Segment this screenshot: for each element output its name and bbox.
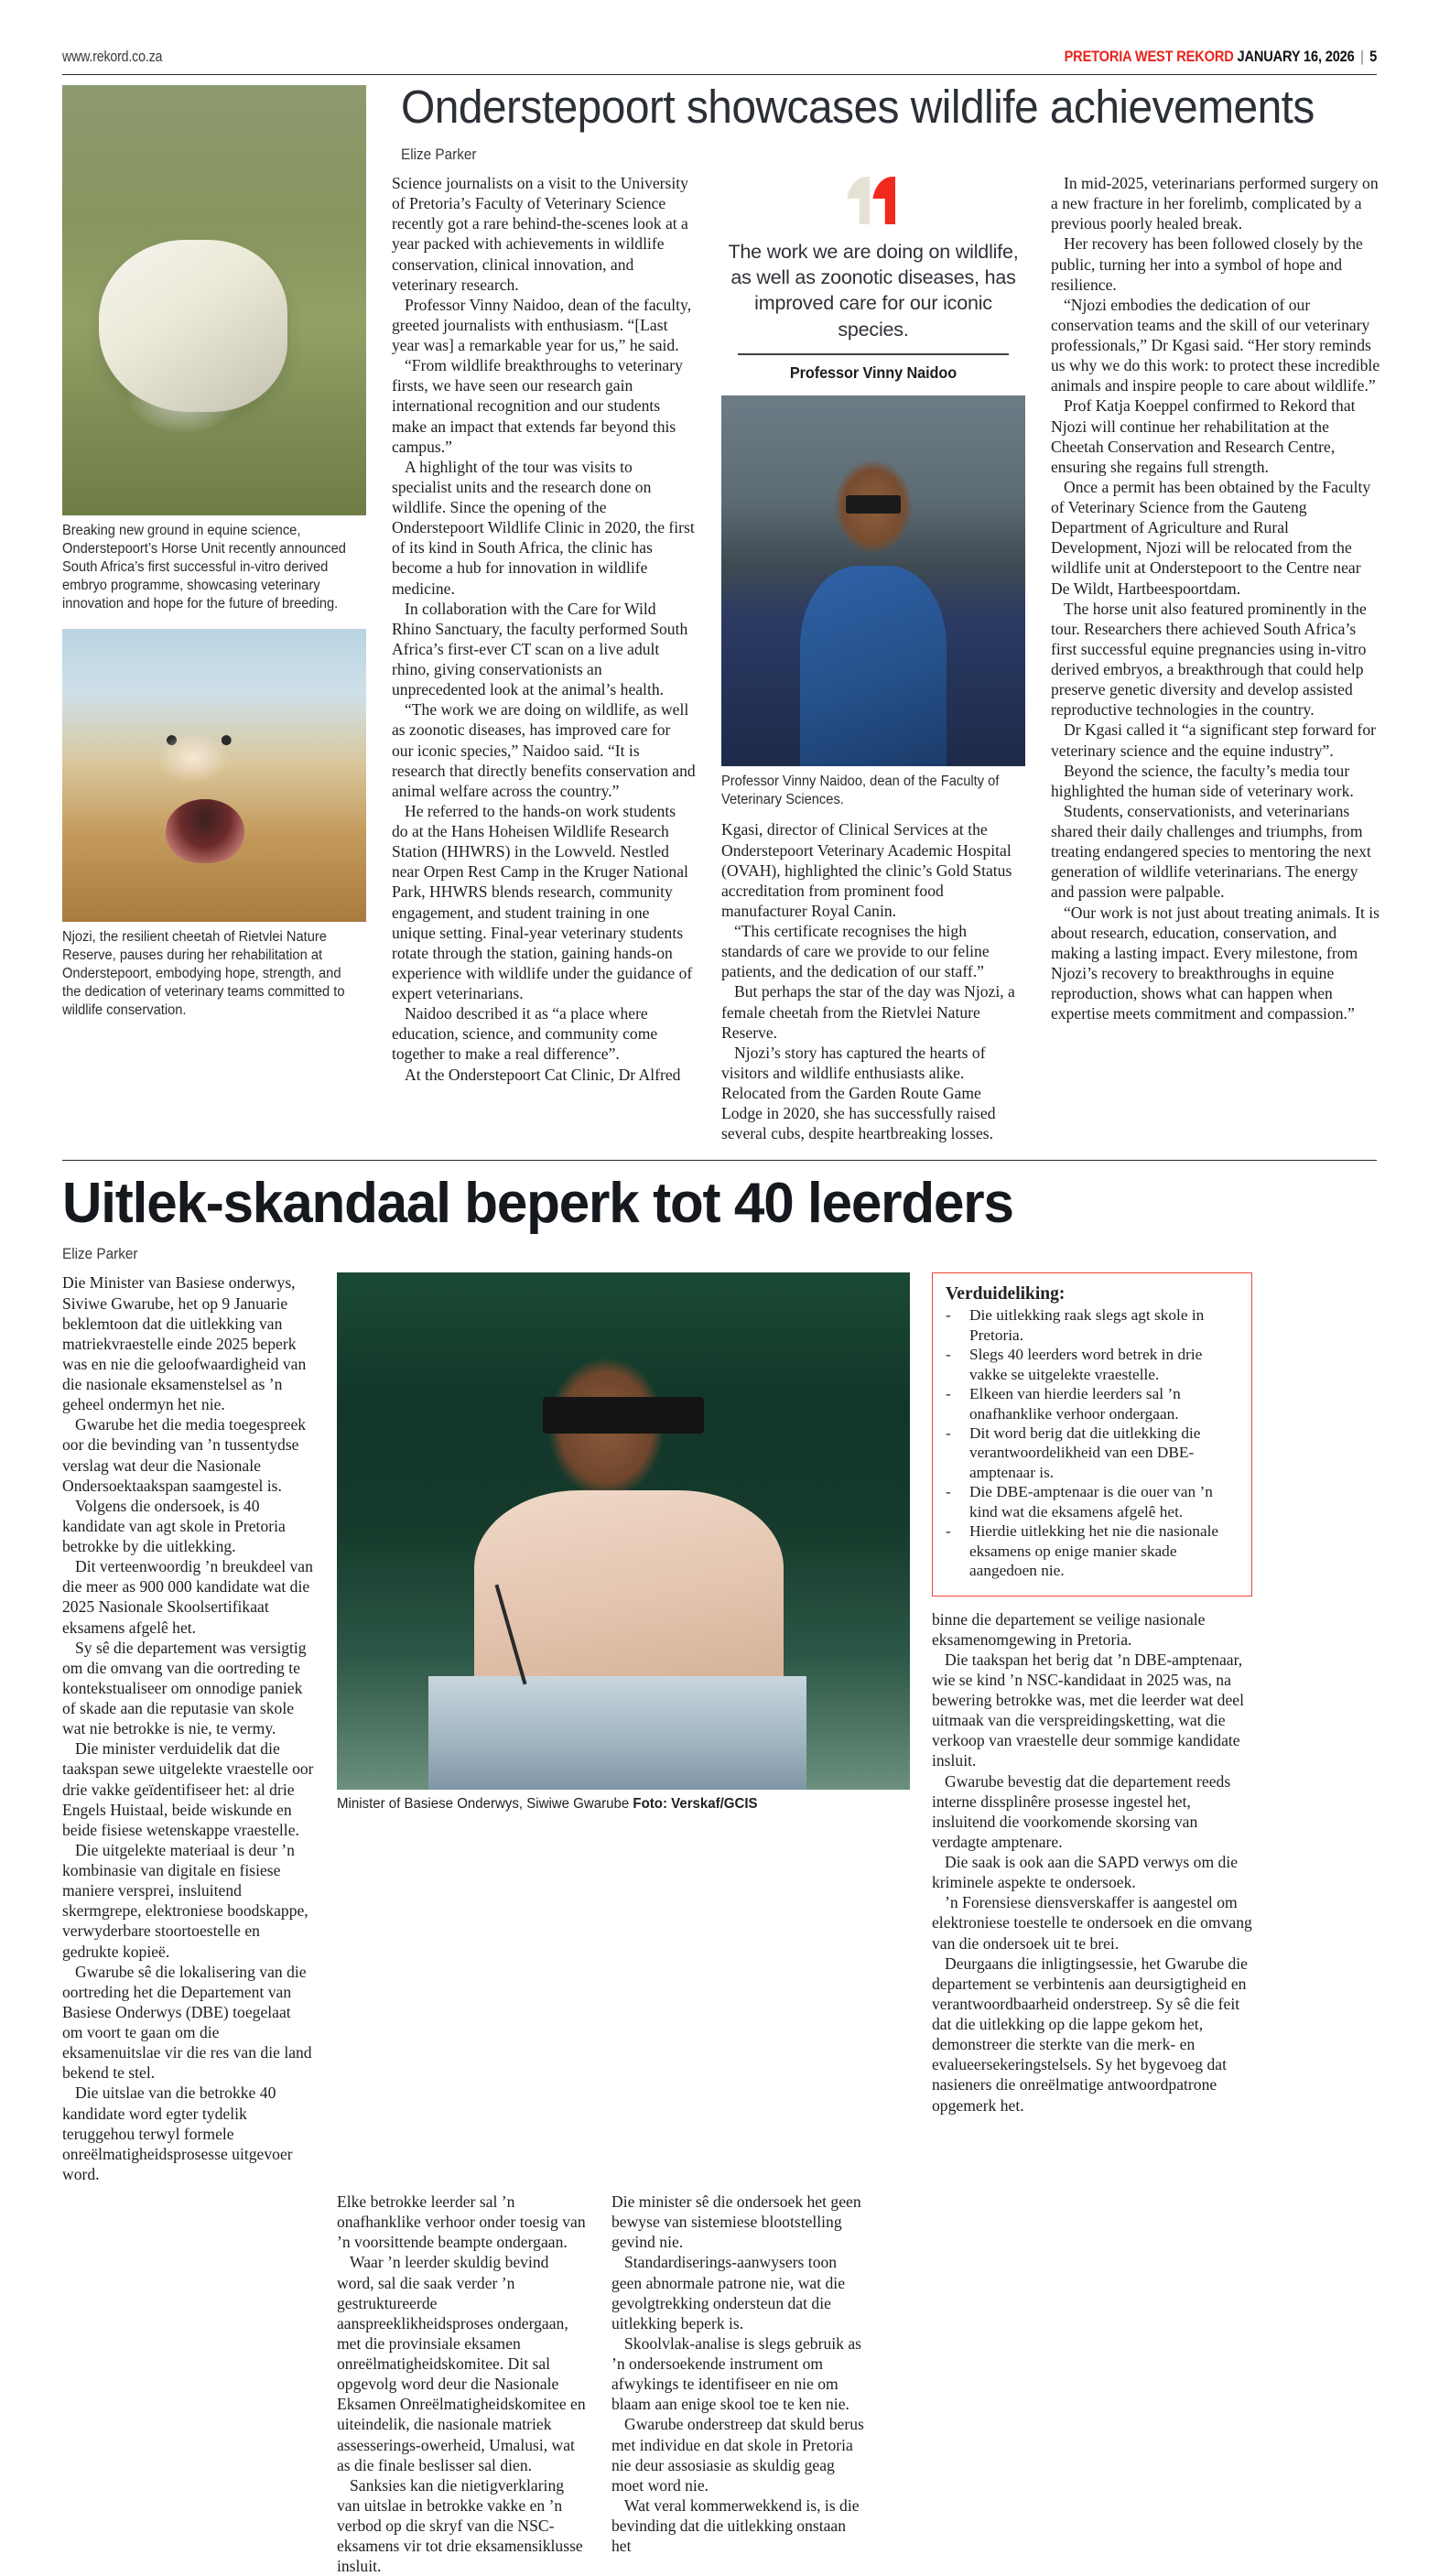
paragraph: Standardiserings-aanwysers toon geen abnormale patrone nie, wat die gevolgtrekking ondersteun dat die uitlekking beperk is. [611,2253,845,2332]
paragraph: binne die departement se veilige nasionale eksamenomgewing in Pretoria. [932,1609,1206,1649]
minister-photo-credit: Foto: Verskaf/GCIS [633,1796,758,1813]
article1-photo-column [62,85,392,1143]
explainer-dash: - [946,1346,951,1364]
paragraph: Skoolvlak-analise is slegs gebruik as ’n ondersoekende instrument om afwykings te identifiseer en nie om blaam aan enige skool toe te ken nie. [611,2333,861,2414]
article1-column-3 [1051,173,1380,1143]
article-divider-rule [62,1160,1377,1161]
article1-headline: Onderstepoort showcases wildlife achievements [401,81,1315,133]
pull-quote-attribution: Professor Vinny Naidoo [789,363,958,382]
explainer-item [946,1482,1239,1521]
article2-column-4-continued [886,2192,1206,2576]
paragraph: “From wildlife breakthroughs to veterinary firsts, we have seen our research gain international recognition and our students make an impact that extends far beyond this campus.” [392,356,683,456]
explainer-item-text: Die uitlekking raak slegs agt skole in Pretoria. [969,1306,1205,1344]
masthead-separator: | [1359,48,1364,65]
explainer-item [946,1384,1239,1423]
paragraph: A highlight of the tour was visits to specialist units and the research done on wildlife. Since the opening of the Onderstepoort Wildlife Clinic in 2020, the first of its kind in South Africa, the clinic has become a hub for innovation in wildlife medicine. [392,457,695,598]
article2-photo-block [337,1272,932,2184]
pull-quote [721,173,1025,383]
paragraph: Gwarube het die media toegespreek oor die bevinding van ’n tussentydse verslag wat deur die Nasionale Ondersoektaakspan saamgestel is. [62,1415,307,1495]
article2-column-1 [62,1272,337,2184]
paragraph: Sy sê die departement was versigtig om die omvang van die oortreding te kontekstualiseer om onnodige paniek of skade aan die reputasie van skole wat nie betrokke is nie, te vermy. [62,1638,307,1738]
explainer-dash: - [946,1424,951,1443]
article2-column-3 [611,2192,886,2576]
paragraph: Dr Kgasi called it “a significant step forward for veterinary science and the equine industry”. [1051,720,1376,760]
article2-column-2 [337,2192,611,2576]
explainer-box [932,1272,1252,1596]
paragraph: Njozi’s story has captured the hearts of visitors and wildlife enthusiasts alike. Relocated from the Garden Route Game Lodge in 2020, she has successfully raised several cubs, despite heartbreaking losses. [721,1043,996,1143]
explainer-item-text: Die DBE-amptenaar is die ouer van ’n kind wat die eksamens afgelê het. [969,1483,1213,1521]
paragraph: Students, conservationists, and veterinarians shared their daily challenges and triumphs, from treating endangered species to mentoring the next generation of wildlife veterinarians. The energy and passion were palpable. [1051,801,1371,902]
paragraph: Die uitgelekte materiaal is deur ’n kombinasie van digitale en fisiese maniere versprei, insluitend skermgrepe, elektroniese boodskappe, verwyderbare stoortoestelle en gedrukte kopieë. [62,1840,308,1961]
page-number: 5 [1369,48,1377,65]
paragraph: “Our work is not just about treating animals. It is about research, education, conservation, and making a lasting impact. Every milestone, from Njozi’s recovery to breakthroughs in equine reproduction, shows what can happen when expertise meets commitment and compassion.” [1051,903,1379,1023]
explainer-item-text: Slegs 40 leerders word betrek in drie vakke se uitgelekte vraestelle. [969,1346,1203,1383]
minister-photo [337,1272,910,1790]
cheetah-photo-caption: Njozi, the resilient cheetah of Rietvlei Nature Reserve, pauses during her rehabilitation at Onderstepoort, embodying hope, strength, and the dedication of veterinary teams committed to wildlife conservation. [62,929,345,1018]
paragraph: Gwarube sê die lokalisering van die oortreding het die Departement van Basiese Onderwys (DBE) toegelaat om voort te gaan om die eksamenuitslae vir die res van die land bekend te stel. [62,1962,312,2083]
article2-side-column [932,1272,1252,2184]
article-onderstepoort [62,75,1380,1143]
paragraph: In mid-2025, veterinarians performed surgery on a new fracture in her forelimb, complicated by a previous poorly healed break. [1051,174,1379,233]
paragraph: Volgens die ondersoek, is 40 kandidate van agt skole in Pretoria betrokke by die uitlekking. [62,1496,286,1556]
naidoo-portrait-wrap [721,395,1025,809]
minister-photo-caption [337,1796,893,1813]
publication-name: PRETORIA WEST REKORD [1064,48,1234,65]
article1-byline: Elize Parker [401,146,477,164]
paragraph: Once a permit has been obtained by the Faculty of Veterinary Science from the Gauteng Department of Agriculture and Rural Development, Njozi will be relocated from the wildlife unit at Onderstepoort to the Centre near De Wildt, Hartbeespoortdam. [1051,477,1371,598]
paragraph: Dit verteenwoordig ’n breukdeel van die meer as 900 000 kandidate wat die 2025 Nasionale Skoolsertifikaat eksamens afgelê het. [62,1557,313,1637]
paragraph: Waar ’n leerder skuldig bevind word, sal die saak verder ’n gestruktureerde aanspreeklikheidsproses ondergaan, met die provinsiale eksamen onreëlmatigheidskomitee. Dit sal opgevolg word deur die Nasionale Eksamen Onreëlmatigheidskomitee en uiteindelik, die nasionale matriek assesserings-owerheid, Umalusi, wat as die finale beslisser sal dien. [337,2253,586,2474]
explainer-item [946,1423,1239,1482]
paragraph: Die Minister van Basiese onderwys, Siviwe Gwarube, het op 9 Januarie beklemtoon dat die uitlekking van matriekvraestelle einde 2025 beperk was en nie die geloofwaardigheid van die nasionale eksamenstelsel as ’n geheel ondermyn het nie. [62,1273,307,1414]
explainer-item [946,1345,1239,1384]
paragraph: Her recovery has been followed closely by the public, turning her into a symbol of hope and resilience. [1051,234,1363,294]
quote-mark-icon [841,175,905,232]
paragraph: Wat veral kommerwekkend is, is die bevinding dat die uitlekking onstaan het [611,2495,860,2556]
paragraph-text: Prof Katja Koeppel confirmed to Rekord that Njozi will continue her rehabilitation at the Cheetah Conservation and Research Centre, ensuring she regains full strength. [1051,396,1356,476]
explainer-dash: - [946,1306,951,1325]
article2-bottom-row [62,2192,1377,2576]
website-url[interactable]: www.rekord.co.za [62,49,163,65]
explainer-item-text: Hierdie uitlekking het nie die nasionale eksamens op enige manier skade aangedoen nie. [969,1522,1219,1580]
horse-photo [62,85,366,515]
explainer-item [946,1521,1239,1580]
paragraph [1051,395,1380,477]
masthead [62,0,1377,74]
paragraph: Naidoo described it as “a place where education, science, and community come together to make a real difference”. [392,1004,658,1064]
article2-headline: Uitlek-skandaal beperk tot 40 leerders [62,1172,1013,1236]
article2-byline: Elize Parker [62,1245,138,1263]
paragraph: Die uitslae van die betrokke 40 kandidate word egter tydelik teruggehou terwyl formele onreëlmatigheidsprosesse uitgevoer word. [62,2084,293,2183]
explainer-dash: - [946,1522,951,1541]
masthead-right [1064,48,1377,66]
explainer-item-text: Elkeen van hierdie leerders sal ’n onafhanklike verhoor ondergaan. [969,1385,1181,1423]
explainer-dash: - [946,1385,951,1403]
issue-date: JANUARY 16, 2026 [1237,48,1355,65]
paragraph: Die saak is ook aan die SAPD verwys om die kriminele aspekte te ondersoek. [932,1853,1239,1892]
explainer-item-text: Dit word berig dat die uitlekking die verantwoordelikheid van een DBE-amptenaar is. [969,1424,1201,1481]
horse-photo-caption: Breaking new ground in equine science, Onderstepoort’s Horse Unit recently announced South Africa’s first successful in-vitro derived embryo programme, showcasing veterinary innovation and hope for the future of breeding. [62,523,346,612]
paragraph: At the Onderstepoort Cat Clinic, Dr Alfred [405,1065,681,1084]
paragraph: Science journalists on a visit to the University of Pretoria’s Faculty of Veterinary Science recently got a rare behind-the-scenes look at a year packed with achievements in wildlife conservation, clinical innovation, and veterinary research. [392,174,688,294]
paragraph: The horse unit also featured prominently in the tour. Researchers there achieved South Africa’s first successful equine pregnancies using in-vitro derived embryos, a breakthrough that could help preserve genetic diversity and develop assisted reproductive technologies in the country. [1051,599,1367,720]
naidoo-portrait-caption: Professor Vinny Naidoo, dean of the Faculty of Veterinary Sciences. [721,773,1000,807]
paragraph: Kgasi, director of Clinical Services at the Onderstepoort Veterinary Academic Hospital (OVAH), highlighted the clinic’s Gold Status accreditation from prominent food manufacturer Royal Canin. [721,820,1012,920]
article1-column-1 [392,173,721,1143]
paragraph: Die minister verduidelik dat die taakspan sewe uitgelekte vraestelle oor drie vakke geïdentifiseer het: al drie Engels Huistaal, beide wiskunde en beide fisiese wetenskappe vraestelle. [62,1739,314,1839]
paragraph: Die minister sê die ondersoek het geen bewyse van sistemiese blootstelling gevind nie. [611,2192,861,2252]
paragraph: ’n Forensiese diensverskaffer is aangestel om elektroniese toestelle te ondersoek en die omvang van die ondersoek uit te brei. [932,1893,1252,1953]
article1-column-2 [721,173,1051,1143]
paragraph: “This certificate recognises the high standards of care we provide to our feline patients, and the dedication of our staff.” [721,922,990,981]
article1-columns [62,173,1380,1143]
minister-caption-text: Minister of Basiese Onderwys, Siwiwe Gwarube [337,1796,630,1813]
article2-bottom-spacer [62,2192,337,2576]
naidoo-portrait-photo [721,395,1025,766]
paragraph: Gwarube bevestig dat die departement reeds interne dissplinêre prosesse ingestel het, insluitend die voorkomende skorsing van verdagte amptenare. [932,1771,1231,1851]
paragraph: “The work we are doing on wildlife, as well as zoonotic diseases, has improved care for our iconic species,” Naidoo said. “It is research that directly benefits conservation and animal welfare across the country.” [392,700,696,800]
paragraph: Professor Vinny Naidoo, dean of the faculty, greeted journalists with enthusiasm. “[Last year was] a remarkable year for us,” he said. [392,295,692,355]
explainer-dash: - [946,1483,951,1501]
paragraph: “Njozi embodies the dedication of our conservation teams and the skill of our veterinary professionals,” Dr Kgasi said. “Her story reminds us why we do this work: to protect these incredible animals and inspire people to care about wildlife.” [1051,295,1380,395]
article2-top-row [62,1272,1377,2184]
explainer-item [946,1305,1239,1345]
paragraph: Beyond the science, the faculty’s media tour highlighted the human side of veterinary work. [1051,761,1354,800]
explainer-title: Verduideliking: [946,1284,1066,1304]
article-uitlek-skandaal [62,1172,1377,2576]
paragraph: In collaboration with the Care for Wild Rhino Sanctuary, the faculty performed South Africa’s first-ever CT scan on a live adult rhino, giving conservationists an unprecedented look at the animal’s health. [392,599,688,699]
pull-quote-rule [738,353,1009,355]
microphone-shape [494,1585,526,1685]
paragraph: Die taakspan het berig dat ’n DBE-amptenaar, wie se kind ’n NSC-kandidaat in 2025 was, na bewering betrokke was, met die leerder wat deel uitmaak van die verspreidingsketting, wat die verkoop van vraestelle deur sommige kandidate insluit. [932,1650,1244,1770]
cheetah-photo [62,629,366,922]
paragraph: Sanksies kan die nietigverklaring van uitslae in betrokke vakke en ’n verbod op die skryf van die NSC-eksamens vir tot drie eksamensiklusse insluit. [337,2475,583,2576]
paragraph: Deurgaans die inligtingsessie, het Gwarube die departement se verbintenis aan deursigtigheid en verantwoordbaarheid onderstreep. Sy sê die feit dat die uitlekking op die lappe gekom het, demonstreer die sterkte van die merk- en evalueersekeringstelsels. Sy het bygevoeg dat nasieners die onreëlmatige antwoordpatrone opgemerk het. [932,1954,1248,2115]
paragraph: But perhaps the star of the day was Njozi, a female cheetah from the Rietvlei Nature Reserve. [721,982,1015,1042]
podium-shape [428,1676,806,1790]
pull-quote-text: The work we are doing on wildlife, as well as zoonotic diseases, has improved care for our iconic species. [728,241,1019,341]
paragraph: Elke betrokke leerder sal ’n onafhanklike verhoor onder toesig van ’n voorsittende beampte ondergaan. [337,2192,586,2252]
paragraph: He referred to the hands-on work students do at the Hans Hoheisen Wildlife Research Station (HHWRS) in the Lowveld. Nestled near Orpen Rest Camp in the Kruger National Park, HHWRS blends research, community engagement, and student training in one unique setting. Final-year veterinary students rotate through the station, gaining hands-on experience with wildlife under the guidance of expert veterinarians. [392,801,693,1003]
paragraph: Gwarube onderstreep dat skuld berus met individue en dat skole in Pretoria nie deur assosiasie as skuldig geag moet word nie. [611,2415,864,2495]
